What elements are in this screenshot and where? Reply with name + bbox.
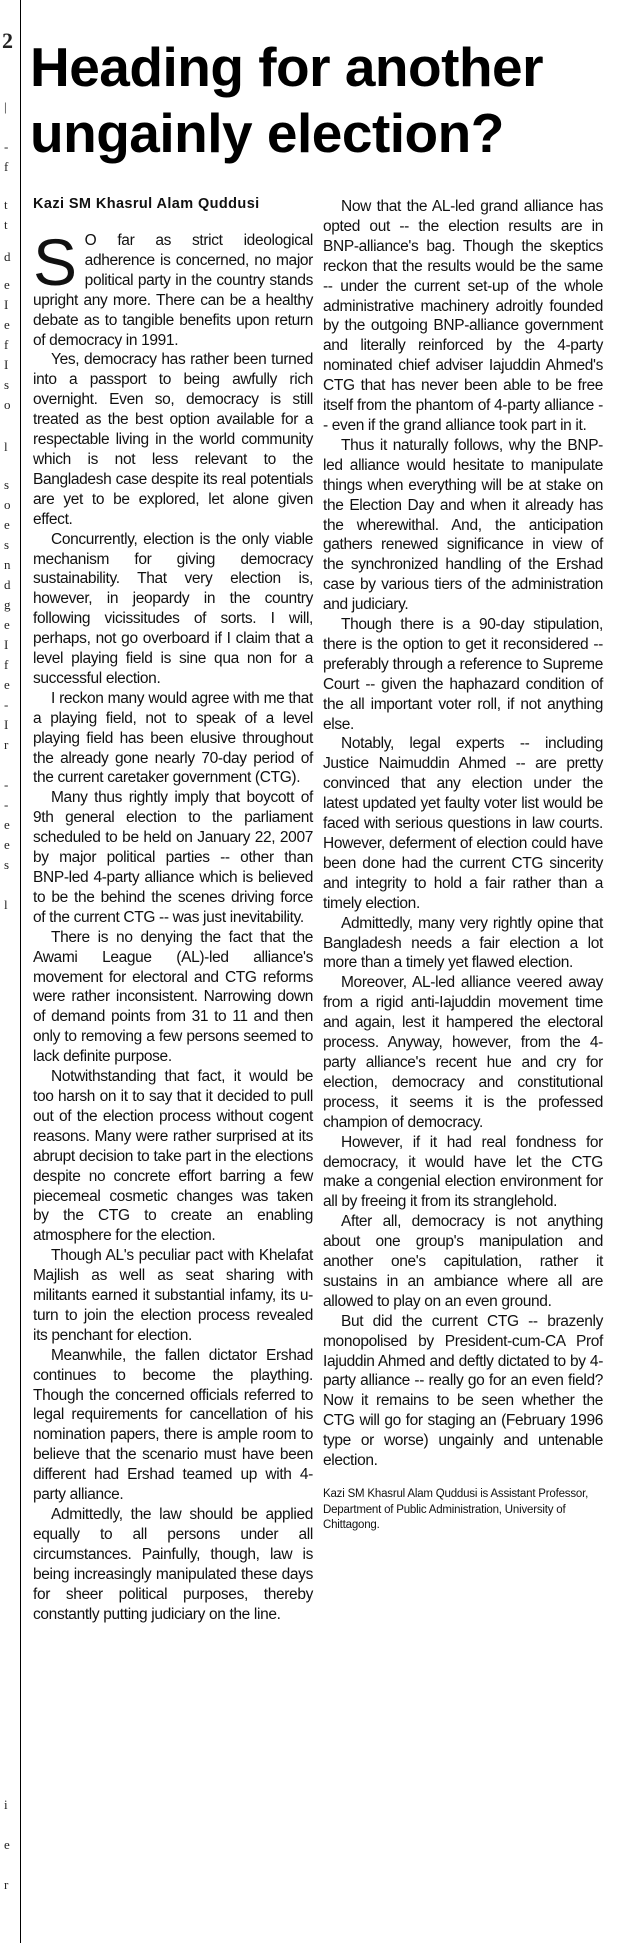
article-paragraph: But did the current CTG -- brazenly monopolised by President-cum-CA Prof Iajuddin Ahmed and deftly dictated to by 4-party alliance -- really go for an even field? Now it remains to be seen whether the CTG will go for staging an (February 1996 type or worse) ungainly and untenable election. [323,1312,603,1470]
article-column-left [33,196,313,1624]
article-paragraph: Moreover, AL-led alliance veered away from a rigid anti-Iajuddin movement time and again, lest it hampered the electoral process. Anyway, however, from the 4-party alliance's recent hue and cry for election, democracy and constitutional process, it seems it is the professed champion of democracy. [323,974,603,1131]
gutter-char: i [4,1797,8,1812]
article-column-right [323,197,603,1534]
gutter-char: I [4,637,9,652]
gutter-char: e [4,837,10,852]
gutter-char: t [4,217,8,232]
gutter-char: o [4,497,11,512]
article-paragraph: After all, democracy is not anything about one group's manipulation and another one's capitulation, rather it sustains in an ambiance where all are allowed to play on an even ground. [323,1213,603,1310]
article-paragraph: Yes, democracy has rather been turned into a passport to being awfully rich overnight. Even so, democracy is still treated as the best option available for a respectable living in the world community which is not less relevant to the Bangladesh case despite its real potentials are yet to be explored, let alone given effect. [33,351,313,528]
article-paragraph: Notably, legal experts -- including Justice Naimuddin Ahmed -- are pretty convinced that any election under the latest updated yet faulty voter list would be faced with serious questions in law courts. However, deferment of election could have been done had the current CTG sincerity and integrity to hold a fair rather than a timely election. [323,735,603,912]
gutter-char: I [4,717,9,732]
gutter-char: f [4,159,9,174]
author-note: Kazi SM Khasrul Alam Quddusi is Assistant Professor, Department of Public Administration, University of Chittagong. [323,1488,589,1531]
paragraph-text: O far as strict ideological adherence is concerned, no major political party in the country stands upright any more. There can be a healthy debate as to tangible benefits upon return of democracy in 1991. [33,232,313,349]
gutter-char: f [4,337,9,352]
article-paragraph: Now that the AL-led grand alliance has opted out -- the election results are in BNP-alliance's bag. Though the skeptics reckon that the results would be the same -- under the current set-up of the whole administrative machinery adroitly founded by the outgoing BNP-alliance government and literally reinforced by the 4-party nominated chief adviser Iajuddin Ahmed's CTG that has never been able to be free itself from the phantom of 4-party alliance -- even if the grand alliance took part in it. [323,198,603,434]
gutter-char: l [4,897,8,912]
article-paragraph: Notwithstanding that fact, it would be too harsh on it to say that it decided to pull out of the election process without cogent reasons. Many were rather surprised at its abrupt decision to take part in the elections despite no concrete effort barring a few piecemeal cosmetic changes was taken by the CTG to create an enabling atmosphere for the election. [33,1068,313,1245]
gutter-char: e [4,677,10,692]
gutter-char: - [4,139,9,154]
gutter-char: f [4,657,9,672]
drop-cap: S [33,225,77,299]
article-paragraph: Admittedly, many very rightly opine that Bangladesh needs a fair election a lot more than a timely yet flawed election. [323,914,603,972]
article-paragraph: Concurrently, election is the only viable mechanism for giving democracy sustainability. That very election is, however, in jeopardy in the country following vicissitudes of sorts. I will, perhaps, not go overboard if I claim that a level playing field is sine qua non for a successful election. [33,530,313,687]
article-paragraph: Thus it naturally follows, why the BNP-led alliance would hesitate to manipulate things when everything will be at stake on the Election Day and when it already has the wherewithal. And, the anticipation gathers renewed significance in view of the synchronized handling of the Ershad case by various tiers of the administration and judiciary. [323,436,603,614]
gutter-char: o [4,397,11,412]
gutter-char: s [4,477,10,492]
article-paragraph: I reckon many would agree with me that a playing field, not to speak of a level playing field has been elusive throughout the already gone nearly 70-day period of the current caretaker government (CTG). [33,689,313,787]
gutter-char: | [4,99,7,114]
article-paragraph: Admittedly, the law should be applied equally to all persons under all circumstances. Painfully, though, law is being increasingly manipulated these days for sheer political purposes, thereby constantly putting judiciary on the line. [33,1506,313,1623]
gutter-char: r [4,737,9,752]
gutter-char: r [4,1877,9,1892]
gutter-char: I [4,357,9,372]
gutter-char: e [4,317,10,332]
gutter-char: s [4,537,10,552]
gutter-char: e [4,817,10,832]
article-paragraph: Though AL's peculiar pact with Khelafat Majlish as well as seat sharing with militants earned it substantial infamy, its u-turn to join the election process revealed its penchant for election. [33,1247,313,1344]
gutter-char: s [4,377,10,392]
gutter-char: - [4,697,9,712]
gutter-char: I [4,297,9,312]
gutter-char: - [4,797,9,812]
article-paragraph: Many thus rightly imply that boycott of 9th general election to the parliament scheduled to be held on January 22, 2007 by major political parties -- other than BNP-led 4-party alliance which is believed to be the behind the scenes driving force of the current CTG -- was just inevitability. [33,789,313,926]
adjacent-column-edge [0,0,21,1943]
gutter-char: n [4,557,11,572]
gutter-char: e [4,617,10,632]
gutter-char: d [4,577,11,592]
gutter-char: e [4,517,10,532]
byline: Kazi SM Khasrul Alam Quddusi [33,196,260,212]
article-paragraph: There is no denying the fact that the Awami League (AL)-led alliance's movement for electoral and CTG reforms were rather inconsistent. Narrowing down of demand points from 31 to 11 and then only to removing a few persons seemed to lack definite purpose. [33,928,313,1066]
gutter-char: 2 [2,28,13,53]
gutter-char: e [4,277,10,292]
article-paragraph [33,225,313,350]
gutter-char: g [4,597,11,612]
gutter-char: t [4,197,8,212]
gutter-char: s [4,857,10,872]
article-paragraph: Meanwhile, the fallen dictator Ershad continues to become the plaything. Though the concerned officials referred to legal requirements for cancellation of his nomination papers, there is ample room to believe that the scenario must have been different had Ershad teamed up with 4-party alliance. [33,1346,313,1504]
gutter-char: e [4,1837,10,1852]
gutter-char: d [4,249,11,264]
gutter-char: l [4,439,8,454]
article-paragraph: However, if it had real fondness for democracy, it would have let the CTG make a congenial election environment for all by freeing it from its stranglehold. [323,1133,603,1211]
gutter-char: - [4,777,9,792]
headline: Heading for another ungainly election? [30,36,544,164]
article-paragraph: Though there is a 90-day stipulation, there is the option to get it reconsidered -- preferably through a reference to Supreme Court -- given the haphazard condition of the all important voter roll, if not anything else. [323,616,603,733]
